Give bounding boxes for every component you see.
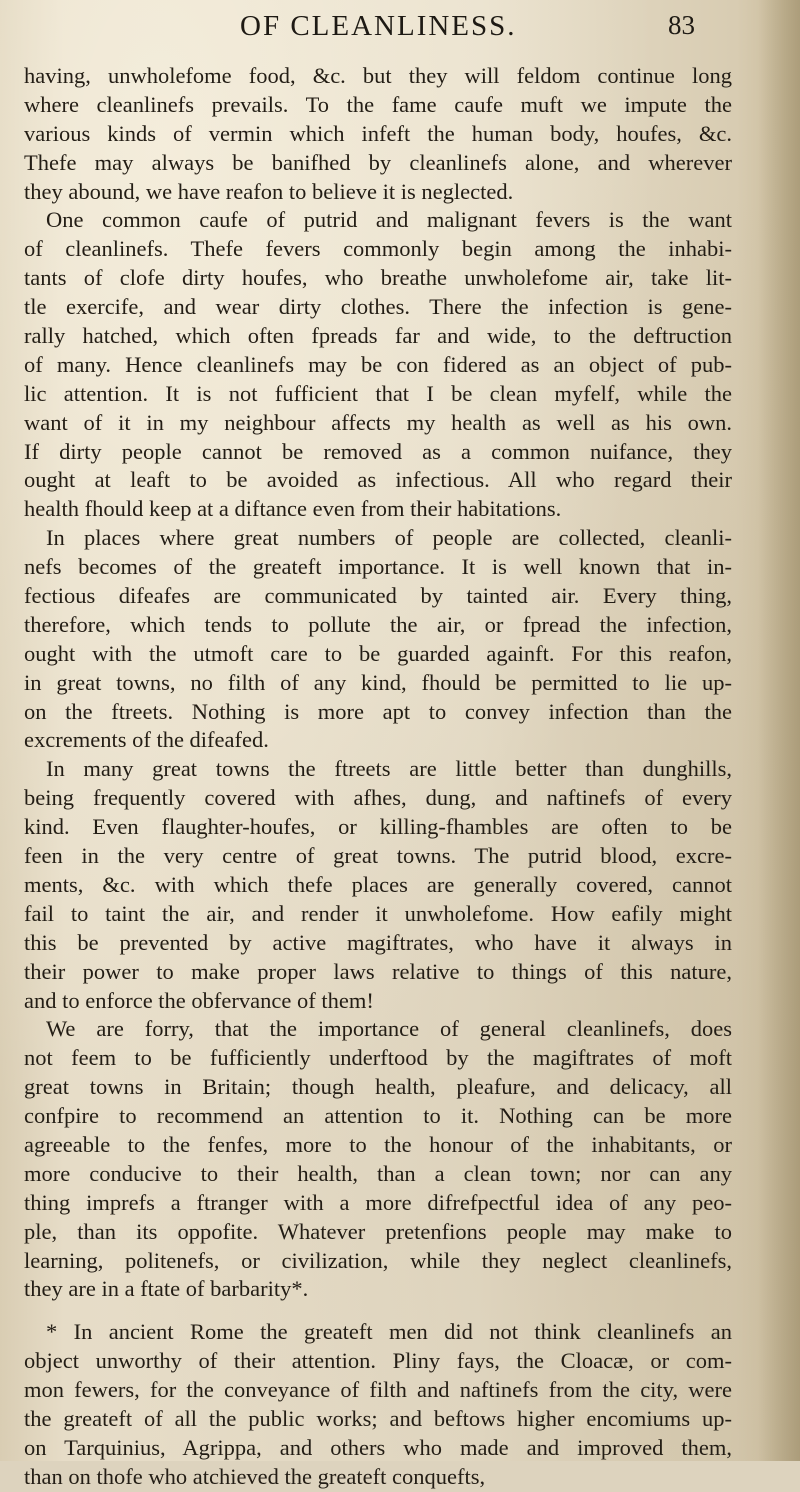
text-line: agreeable to the fenfes, more to the honour of the inhabitants, or xyxy=(24,1131,732,1157)
text-line: where cleanlinefs prevails. To the fame caufe muft we impute the xyxy=(24,91,732,117)
text-line: ought with the utmoft care to be guarded againft. For this reafon, xyxy=(24,640,732,666)
page-header xyxy=(0,10,800,50)
text-line: great towns in Britain; though health, pleafure, and delicacy, all xyxy=(24,1074,732,1100)
text-line: kind. Even flaughter-houfes, or killing-fhambles are often to be xyxy=(24,814,732,840)
footnote-line: the greateft of all the public works; and beftows higher encomiums up- xyxy=(24,1405,732,1431)
text-line: having, unwholefome food, &c. but they will feldom continue long xyxy=(24,63,732,88)
text-line: ments, &c. with which thefe places are generally covered, cannot xyxy=(24,871,732,897)
text-line: nefs becomes of the greateft importance. It is well known that in- xyxy=(24,554,732,580)
text-line: In places where great numbers of people are collected, cleanli- xyxy=(46,525,732,551)
text-line: rally hatched, which often fpreads far and wide, to the deftruction xyxy=(24,323,732,349)
text-line: ple, than its oppofite. Whatever pretenfions people may make to xyxy=(24,1218,732,1244)
text-line: tle exercife, and wear dirty clothes. There the infection is gene- xyxy=(24,294,732,320)
text-line: lic attention. It is not fufficient that I be clean myfelf, while the xyxy=(24,380,732,406)
text-line: learning, politenefs, or civilization, while they neglect cleanlinefs, xyxy=(24,1247,732,1273)
text-line: various kinds of vermin which infeft the human body, houfes, &c. xyxy=(24,120,732,146)
text-line: We are forry, that the importance of general cleanlinefs, does xyxy=(46,1016,732,1042)
text-line: ought at leaft to be avoided as infectious. All who regard their xyxy=(24,467,732,493)
text-line: tants of clofe dirty houfes, who breathe unwholefome air, take lit- xyxy=(24,265,732,291)
text-line: on the ftreets. Nothing is more apt to convey infection than the xyxy=(24,698,732,724)
text-line: this be prevented by active magiftrates, who have it always in xyxy=(24,929,732,955)
text-line: confpire to recommend an attention to it. Nothing can be more xyxy=(24,1103,732,1129)
text-line: they abound, we have reafon to believe it is neglected. xyxy=(24,178,514,204)
footnote-line: on Tarquinius, Agrippa, and others who made and improved them, xyxy=(24,1434,732,1460)
footnote-line: than on thofe who atchieved the greateft conquefts, xyxy=(24,1463,486,1489)
text-line: One common caufe of putrid and malignant fevers is the want xyxy=(46,207,732,233)
text-line: excrements of the difeafed. xyxy=(24,727,269,753)
text-line: their power to make proper laws relative to things of this nature, xyxy=(24,958,732,984)
text-line: If dirty people cannot be removed as a common nuifance, they xyxy=(24,438,732,464)
footnote-gap xyxy=(24,1304,732,1318)
page-number: 83 xyxy=(668,10,695,40)
text-line: fail to taint the air, and render it unwholefome. How eafily might xyxy=(24,900,732,926)
text-line: Thefe may always be banifhed by cleanlinefs alone, and wherever xyxy=(24,149,732,175)
page-edge-shadow xyxy=(758,0,800,1461)
text-line: feen in the very centre of great towns. The putrid blood, excre- xyxy=(24,843,732,869)
text-line: fectious difeafes are communicated by tainted air. Every thing, xyxy=(24,583,732,609)
text-line: and to enforce the obfervance of them! xyxy=(24,987,374,1013)
footnote-line: object unworthy of their attention. Pliny fays, the Cloacæ, or com- xyxy=(24,1348,732,1374)
text-line: of cleanlinefs. Thefe fevers commonly begin among the inhabi- xyxy=(24,236,732,262)
text-line: being frequently covered with afhes, dung, and naftinefs of every xyxy=(24,785,732,811)
text-line: In many great towns the ftreets are little better than dunghills, xyxy=(46,756,732,782)
text-line: want of it in my neighbour affects my health as well as his own. xyxy=(24,409,732,435)
text-line: they are in a ftate of barbarity*. xyxy=(24,1276,309,1302)
text-line: thing imprefs a ftranger with a more difrefpectful idea of any peo- xyxy=(24,1189,732,1215)
text-line: in great towns, no filth of any kind, fhould be permitted to lie up- xyxy=(24,669,732,695)
running-head: OF CLEANLINESS. xyxy=(240,10,517,42)
text-line: not feem to be fufficiently underftood by the magiftrates of moft xyxy=(24,1045,732,1071)
text-line: of many. Hence cleanlinefs may be con fidered as an object of pub- xyxy=(24,351,732,377)
text-line: health fhould keep at a diftance even from their habitations. xyxy=(24,496,562,522)
body-text xyxy=(24,62,732,1492)
footnote-line: * In ancient Rome the greateft men did not think cleanlinefs an xyxy=(46,1319,732,1345)
text-line: more conducive to their health, than a clean town; nor can any xyxy=(24,1160,732,1186)
text-line: therefore, which tends to pollute the air, or fpread the infection, xyxy=(24,611,732,637)
footnote-line: mon fewers, for the conveyance of filth and naftinefs from the city, were xyxy=(24,1377,732,1403)
